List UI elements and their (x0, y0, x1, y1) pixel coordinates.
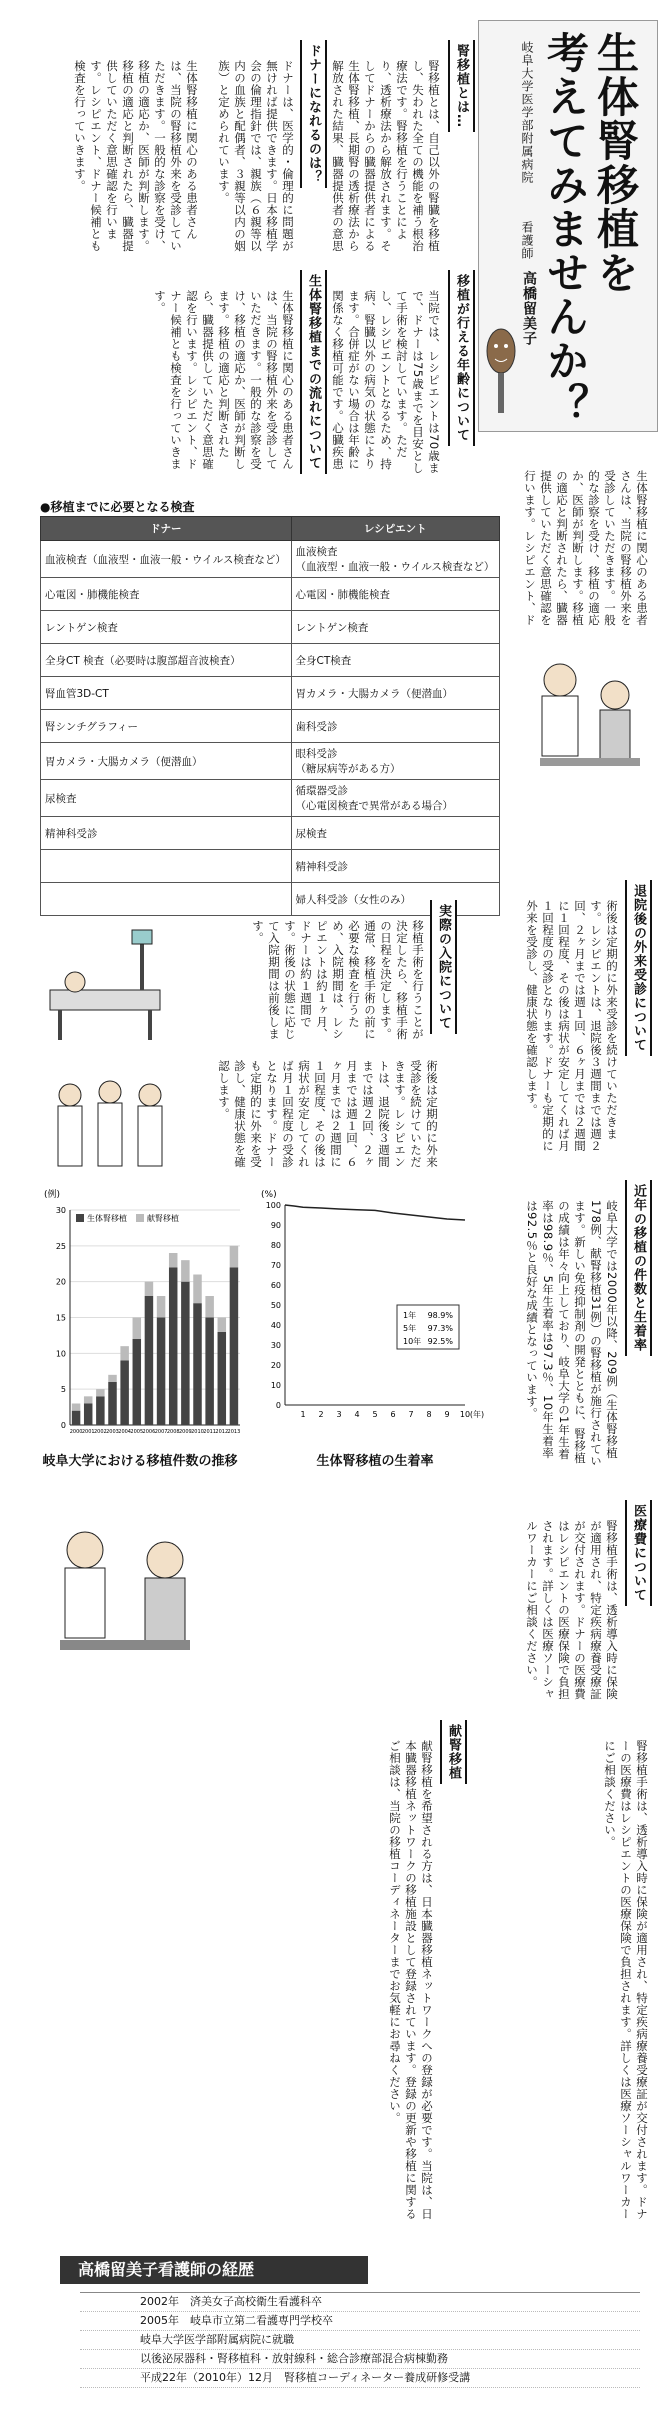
bar-chart-xtick-label: 2001 (81, 1429, 95, 1435)
section-body-stats: 岐阜大学では2000年以降、209例（生体腎移植178例、献腎移植31例）の腎移植が施行されています。新しい免疫抑制剤の開発とともに、腎移植の成績は年々向上しており、岐阜大学の1年生着率は98.9％、5年生着率は97.3％、10年生着率は92.5％と良好な成績となっています。 (525, 1200, 619, 1468)
section-heading-donor: ドナーになれるのは？ (300, 40, 327, 188)
bar-living-donor (96, 1396, 105, 1425)
line-chart-xtick-label: 6 (390, 1410, 396, 1419)
section-body-admission: 移植手術を行うことが決定したら、移植手術の日程を決定します。通常、移植手術の前に必要な検査を行うため、入院期間は、レシピエントは約１ヶ月、ドナーは約１週間です。術後の状態に応じて入院期間は前後します。 (251, 920, 425, 1040)
exam-table-row (41, 780, 500, 817)
bar-chart-legend-swatch (136, 1214, 144, 1222)
bio-header: 高橋留美子看護師の経歴 (60, 2256, 368, 2284)
exam-table-row (41, 541, 500, 578)
exam-table-row (41, 644, 500, 677)
line-chart-ytick-label: 50 (270, 1301, 281, 1310)
bar-living-donor (133, 1339, 142, 1425)
bio-entry: 以後泌尿器科・腎移植科・放射線科・総合診療部混合病棟勤務 (80, 2350, 640, 2369)
exam-cell-recipient: 尿検査 (291, 817, 499, 850)
bar-living-donor (145, 1296, 154, 1425)
bar-living-donor (108, 1382, 117, 1425)
bar-living-donor (205, 1318, 214, 1426)
line-chart-ytick-label: 40 (270, 1321, 281, 1330)
section-body-flow: 生体腎移植に関心のある患者さんは、当院の腎移植外来を受診していただきます。一般的な診察を受け、移植の適応か、医師が判断します。移植の適応と判断されたら、臓器提供していただく意思確認を行います。レシピエント、ドナー候補とも検査を行っていきます。 (153, 290, 295, 470)
exam-cell-recipient: 心電図・肺機能検査 (291, 578, 499, 611)
exam-cell-recipient: 胃カメラ・大腸カメラ（便潜血） (291, 677, 499, 710)
bar-deceased-donor (230, 1246, 239, 1268)
section-body-donor: ドナーは、医学的・倫理的に問題が無ければ提供できます。日本移植学会の倫理指針では、親族（６親等以内の血族と配偶者、３親等以内の姻族）と定められています。 (217, 60, 295, 252)
section-body-outpatient: 術後は定期的に外来受診を続けていただきます。レシピエントは、退院後３週間までは週２回、２ヶ月までは週１回、６ヶ月までは２週間に１回程度、その後は病状が安定してくれば月１回程度の受診となります。ドナーも定期的に外来を受診し、健康状態を確認します。 (525, 900, 619, 1152)
section-body-flow-cont: 生体腎移植に関心のある患者さんは、当院の腎移植外来を受診していただきます。一般的な診察を受け、移植の適応か、医師が判断します。移植の適応と判断されたら、臓器提供していただく意思確認を行います。レシピエント、ドナー候補とも検査を行っていきます。 (73, 60, 199, 252)
line-chart-ytick-label: 10 (270, 1381, 281, 1390)
bar-living-donor (157, 1318, 166, 1426)
line-chart-annotation-label: 5年 (403, 1324, 417, 1333)
bar-deceased-donor (72, 1404, 81, 1411)
exam-cell-donor: 尿検査 (41, 780, 292, 817)
bar-chart-xtick-label: 2012 (215, 1429, 229, 1435)
bar-chart-ytick-label: 5 (60, 1385, 66, 1395)
article-title-line1: 生体腎移植を (591, 31, 640, 295)
section-heading-deceased: 献腎移植 (440, 1720, 467, 1784)
exam-cell-donor: レントゲン検査 (41, 611, 292, 644)
bar-deceased-donor (84, 1396, 93, 1403)
line-chart-xtick-label: 9 (444, 1410, 450, 1419)
bio-entry: 岐阜大学医学部附属病院に就職 (80, 2331, 640, 2350)
title-block (478, 20, 658, 432)
bar-chart-ytick-label: 25 (55, 1241, 66, 1251)
bar-living-donor (84, 1404, 93, 1426)
section-body-outpatient-cont: 術後は定期的に外来受診を続けていただきます。レシピエントは、退院後３週間までは週２回、２ヶ月までは週１回、６ヶ月までは２週間に１回程度、その後は病状が安定してくれば月１回程度の受診となります。ドナーも定期的に外来を受診し、健康状態を確認します。 (217, 1060, 439, 1168)
exam-cell-donor: 心電図・肺機能検査 (41, 578, 292, 611)
bar-living-donor (230, 1267, 239, 1425)
bar-chart-xtick-label: 2007 (154, 1429, 168, 1435)
line-chart-survival-line (285, 1205, 465, 1220)
exam-cell-donor (41, 883, 292, 916)
exam-cell-recipient: 全身CT検査 (291, 644, 499, 677)
bar-chart-legend-swatch (76, 1214, 84, 1222)
bar-deceased-donor (120, 1346, 128, 1360)
bar-deceased-donor (169, 1253, 178, 1267)
section-heading-flow: 生体腎移植までの流れについて (300, 270, 327, 474)
line-chart-xlabel: (年) (469, 1410, 485, 1419)
line-chart-xtick-label: 1 (300, 1410, 306, 1419)
line-chart-xtick-label: 3 (336, 1410, 342, 1419)
bar-deceased-donor (108, 1375, 117, 1382)
kidney-mascot-icon (483, 311, 519, 421)
bar-chart-xtick-label: 2005 (130, 1429, 144, 1435)
line-chart-annotation-label: 1年 (403, 1311, 417, 1320)
bar-chart-ytick-label: 20 (55, 1277, 66, 1287)
line-chart-ytick-label: 60 (270, 1281, 281, 1290)
exam-table-row (41, 743, 500, 780)
bar-chart-legend-label: 献腎移植 (147, 1214, 179, 1223)
bar-living-donor (218, 1332, 227, 1425)
doctor-patient-illustration-icon (520, 640, 650, 800)
author-affiliation: 岐阜大学医学部附属病院 (520, 41, 534, 184)
section-body-cost: 腎移植手術は、透析導入時に保険が適用され、特定疾病療養受療証が交付されます。ドナーの医療費はレシピエントの医療保険で負担されます。詳しくは医療ソーシャルワーカーにご相談ください。 (525, 1520, 619, 1700)
bio-list (80, 2292, 640, 2388)
exam-table-header-donor: ドナー (41, 517, 292, 541)
exam-cell-recipient: 歯科受診 (291, 710, 499, 743)
exam-table-row (41, 578, 500, 611)
bar-deceased-donor (205, 1296, 214, 1318)
bio-entry: 2002年 済美女子高校衛生看護科卒 (80, 2293, 640, 2312)
line-chart-xtick-label: 2 (318, 1410, 324, 1419)
bar-chart-xtick-label: 2013 (227, 1429, 241, 1435)
bar-chart-xtick-label: 2008 (166, 1429, 180, 1435)
line-chart-ytick-label: 90 (270, 1221, 281, 1230)
author-bio (60, 2256, 640, 2396)
bar-chart-ytick-label: 15 (55, 1313, 66, 1323)
medical-staff-illustration-icon (40, 1070, 180, 1180)
line-chart-ytick-label: 70 (270, 1261, 281, 1270)
bio-entry: 平成22年（2010年）12月 腎移植コーディネーター養成研修受講 (80, 2369, 640, 2388)
exam-table-row (41, 611, 500, 644)
bar-chart-ytick-label: 30 (55, 1206, 66, 1215)
bar-living-donor (181, 1282, 190, 1425)
section-heading-about: 腎移植とは… (448, 40, 475, 132)
exam-cell-donor: 精神科受診 (41, 817, 292, 850)
bar-chart-xtick-label: 2010 (191, 1429, 204, 1435)
exam-cell-recipient: レントゲン検査 (291, 611, 499, 644)
bar-chart-xtick-label: 2000 (69, 1429, 83, 1435)
exam-cell-recipient: 循環器受診 （心電図検査で異常がある場合） (291, 780, 499, 817)
bio-entry: 2005年 岐阜市立第二看護専門学校卒 (80, 2312, 640, 2331)
line-chart-xtick-label: 10 (459, 1410, 471, 1419)
line-chart-xtick-label: 8 (426, 1410, 432, 1419)
exam-table-title: ●移植までに必要となる検査 (40, 500, 195, 514)
exam-table-header-recipient: レシピエント (291, 517, 499, 541)
line-chart-annotation-value: 98.9% (427, 1311, 453, 1320)
bar-living-donor (193, 1303, 202, 1425)
bar-living-donor (72, 1411, 81, 1425)
bar-chart-ylabel: (例) (44, 1190, 61, 1200)
bar-chart-xtick-label: 2003 (106, 1429, 119, 1435)
exam-table-row (41, 677, 500, 710)
exam-cell-donor (41, 850, 292, 883)
exam-cell-recipient: 婦人科受診（女性のみ） (291, 883, 499, 916)
line-chart-ytick-label: 0 (275, 1401, 281, 1410)
exam-cell-donor: 腎シンチグラフィー (41, 710, 292, 743)
bar-chart-legend-label: 生体腎移植 (87, 1214, 127, 1223)
line-chart-ytick-label: 30 (270, 1341, 281, 1350)
section-heading-outpatient: 退院後の外来受診について (625, 880, 652, 1056)
bar-deceased-donor (133, 1318, 142, 1340)
transplant-count-bar-chart (40, 1185, 250, 1445)
exam-cell-recipient: 眼科受診 （糖尿病等がある方） (291, 743, 499, 780)
bar-chart-ytick-label: 0 (60, 1421, 66, 1430)
bar-deceased-donor (218, 1318, 227, 1332)
exam-table-body (41, 541, 500, 916)
hospital-bed-illustration-icon (40, 920, 180, 1050)
exam-cell-donor: 全身CT 検査（必要時は腹部超音波検査） (41, 644, 292, 677)
bar-chart-xtick-label: 2006 (142, 1429, 156, 1435)
line-chart-ytick-label: 100 (265, 1201, 281, 1210)
line-chart-xtick-label: 5 (372, 1410, 378, 1419)
bar-living-donor (120, 1361, 128, 1426)
bar-chart-xtick-label: 2011 (203, 1429, 217, 1435)
bar-deceased-donor (96, 1389, 105, 1396)
author-name: 高橋留美子 (521, 271, 537, 346)
exam-table-row (41, 710, 500, 743)
bar-chart-xtick-label: 2002 (93, 1429, 107, 1435)
section-body-age: 当院では、レシピエントは70歳まで、ドナーは75歳までを目安として手術を検討しています。ただし、レシピエントとなるため、持病、腎臓以外の病気の状態によります。合併症がない場合は年齢に関係なく移植可能です。心臓疾患 (331, 290, 441, 474)
section-heading-admission: 実際の入院について (430, 900, 457, 1034)
bar-living-donor (169, 1267, 178, 1425)
section-heading-stats: 近年の移植の件数と生着率 (625, 1180, 652, 1356)
line-chart-xtick-label: 7 (408, 1410, 414, 1419)
bar-deceased-donor (145, 1282, 154, 1296)
line-chart-ylabel: (%) (261, 1190, 277, 1200)
article-title-line2: 考えてみませんか？ (541, 31, 590, 427)
bar-deceased-donor (193, 1275, 202, 1304)
section-body-cost-cont: 腎移植手術は、透析導入時に保険が適用され、特定疾病療養受療証が交付されます。ドナーの医療費はレシピエントの医療保険で負担されます。詳しくは医療ソーシャルワーカーにご相談ください。 (603, 1740, 649, 2220)
bar-chart-xtick-label: 2009 (178, 1429, 192, 1435)
bar-chart-caption: 岐阜大学における移植件数の推移 (42, 1454, 238, 1469)
exam-cell-donor: 腎血管3D-CT (41, 677, 292, 710)
graft-survival-line-chart (255, 1185, 485, 1435)
consultation-illustration-icon (40, 1500, 210, 1690)
section-body-about: 腎移植とは、自己以外の腎臓を移植し、失われた全ての機能を補う根治療法です。腎移植を行うことにより、透析療法から解放されます。そしてドナーからの臓器提供者による生体腎移植、長期腎の透析療法から解放された結果、臓器提供者の意思 (331, 60, 441, 252)
author-role: 看護師 (520, 221, 534, 260)
line-chart-xtick-label: 4 (354, 1410, 360, 1419)
line-chart-annotation-label: 10年 (403, 1337, 422, 1346)
exam-cell-donor: 血液検査（血液型・血液一般・ウイルス検査など） (41, 541, 292, 578)
bar-deceased-donor (181, 1260, 190, 1282)
line-chart-caption: 生体腎移植の生着率 (316, 1454, 434, 1469)
exam-table (40, 516, 500, 916)
exam-cell-recipient: 精神科受診 (291, 850, 499, 883)
exam-cell-donor: 胃カメラ・大腸カメラ（便潜血） (41, 743, 292, 780)
exam-table-row (41, 850, 500, 883)
exam-cell-recipient: 血液検査 （血液型・血液一般・ウイルス検査など） (291, 541, 499, 578)
section-heading-cost: 医療費について (625, 1500, 652, 1606)
bar-chart-xtick-label: 2004 (118, 1429, 132, 1435)
section-body-flow-right: 生体腎移植に関心のある患者さんは、当院の腎移植外来を受診していただきます。一般的な診察を受け、移植の適応か、医師が判断します。移植の適応と判断されたら、臓器提供していただく意思確認を行います。レシピエント、ド (523, 470, 649, 626)
line-chart-annotation-value: 97.3% (427, 1324, 453, 1333)
line-chart-ytick-label: 80 (270, 1241, 281, 1250)
section-body-deceased: 献腎移植を希望される方は、日本臓器移植ネットワークへの登録が必要です。当院は、日本臓器移植ネットワークの移植施設として登録されています。登録の更新や移植に関するご相談は、当院の移植コーディネーターまでお気軽にお尋ねください。 (388, 1740, 434, 2220)
section-heading-age: 移植が行える年齢について (448, 270, 475, 446)
bar-chart-ytick-label: 10 (55, 1349, 66, 1359)
exam-table-row (41, 817, 500, 850)
line-chart-ytick-label: 20 (270, 1361, 281, 1370)
line-chart-annotation-value: 92.5% (427, 1337, 453, 1346)
bar-deceased-donor (157, 1296, 166, 1318)
